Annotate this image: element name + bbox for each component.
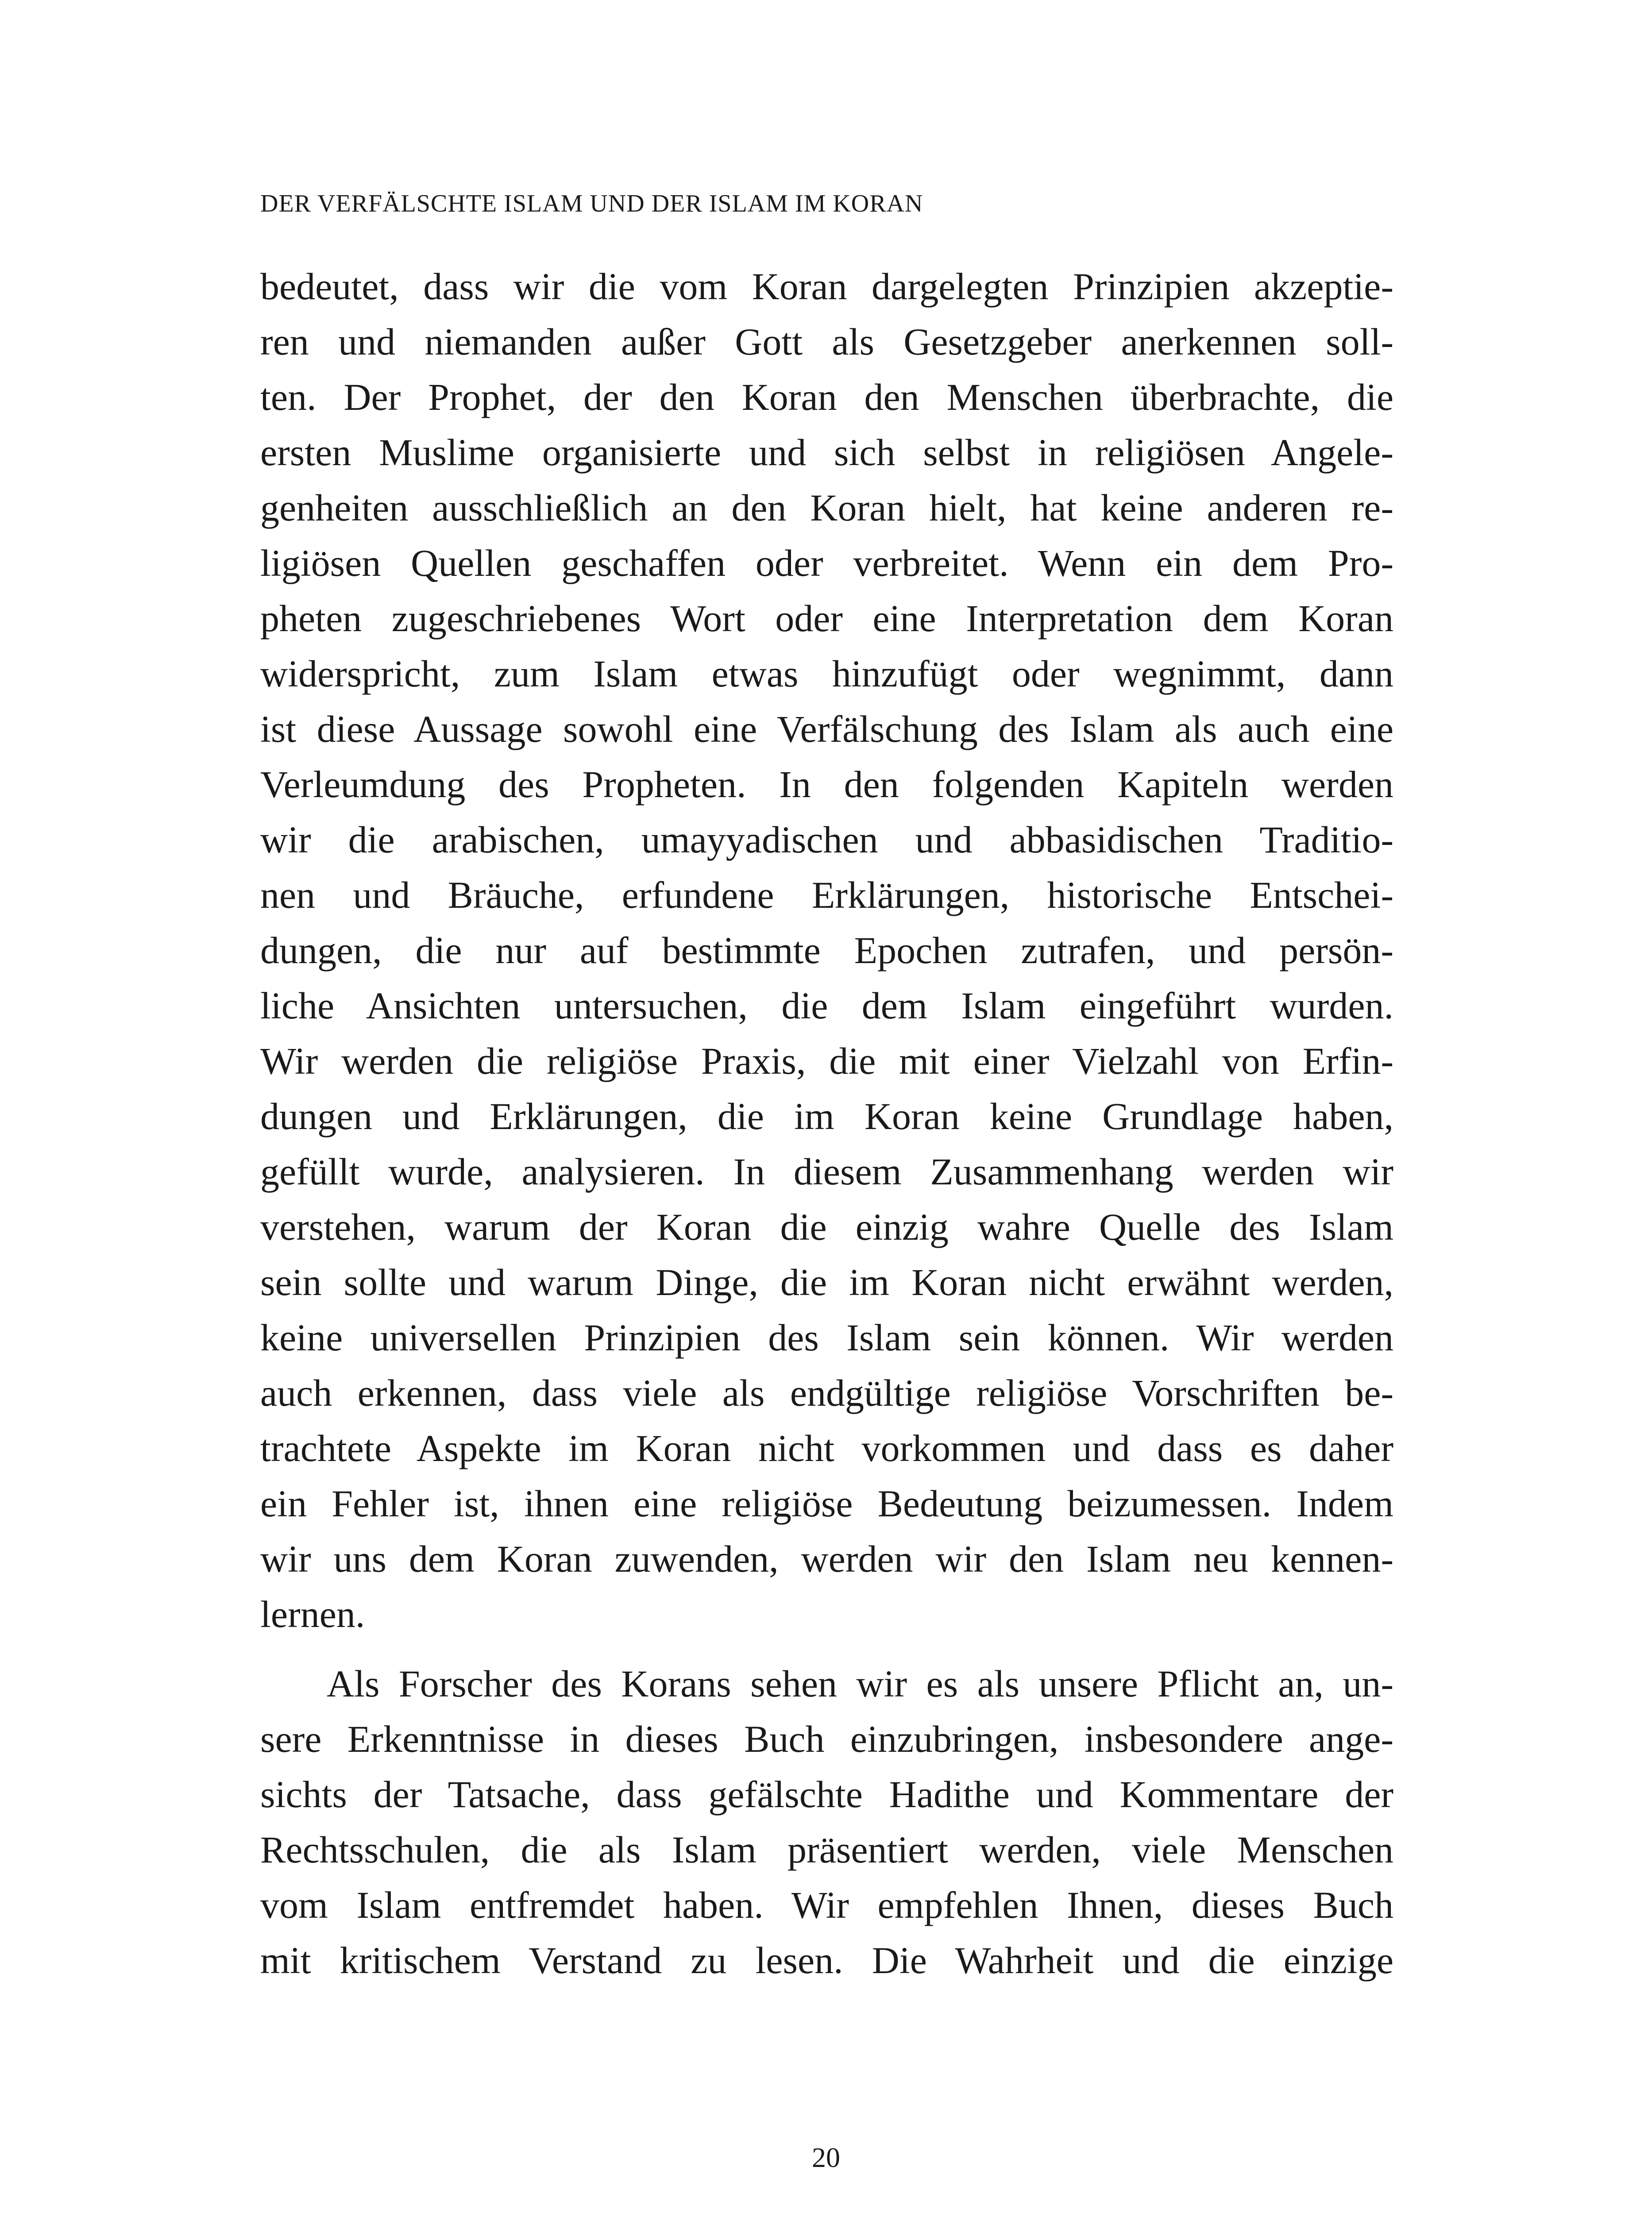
paragraph	[260, 1656, 1393, 1988]
text-line: keine universellen Prinzipien des Islam sein können. Wir werden	[260, 1316, 1393, 1359]
text-line: ligiösen Quellen geschaffen oder verbreitet. Wenn ein dem Pro-	[260, 542, 1393, 584]
text-line: Wir werden die religiöse Praxis, die mit einer Vielzahl von Erfin-	[260, 1040, 1393, 1082]
paragraph	[260, 259, 1393, 1642]
text-line: nen und Bräuche, erfundene Erklärungen, historische Entschei-	[260, 874, 1393, 916]
text-line: ersten Muslime organisierte und sich selbst in religiösen Angele-	[260, 431, 1393, 474]
page-number: 20	[812, 2142, 840, 2173]
text-line: wir uns dem Koran zuwenden, werden wir den Islam neu kennen-	[260, 1538, 1393, 1580]
text-line: ten. Der Prophet, der den Koran den Menschen überbrachte, die	[260, 376, 1393, 418]
text-line: pheten zugeschriebenes Wort oder eine Interpretation dem Koran	[260, 597, 1393, 640]
text-line: sere Erkenntnisse in dieses Buch einzubringen, insbesondere ange-	[260, 1718, 1393, 1760]
text-line: vom Islam entfremdet haben. Wir empfehlen Ihnen, dieses Buch	[260, 1884, 1393, 1926]
text-line: trachtete Aspekte im Koran nicht vorkommen und dass es daher	[260, 1427, 1393, 1469]
text-line: auch erkennen, dass viele als endgültige religiöse Vorschriften be-	[260, 1372, 1393, 1414]
text-line: gefüllt wurde, analysieren. In diesem Zusammenhang werden wir	[260, 1150, 1393, 1193]
body-text	[260, 259, 1393, 1988]
text-line: ein Fehler ist, ihnen eine religiöse Bedeutung beizumessen. Indem	[260, 1482, 1393, 1525]
text-line: Verleumdung des Propheten. In den folgenden Kapiteln werden	[260, 763, 1393, 806]
paragraph-gap	[260, 1642, 1393, 1656]
text-line: dungen, die nur auf bestimmte Epochen zutrafen, und persön-	[260, 929, 1393, 972]
text-line: liche Ansichten untersuchen, die dem Islam eingeführt wurden.	[260, 984, 1393, 1027]
text-line: genheiten ausschließlich an den Koran hielt, hat keine anderen re-	[260, 486, 1393, 529]
text-line: Als Forscher des Korans sehen wir es als unsere Pflicht an, un-	[327, 1662, 1393, 1705]
text-line: lernen.	[260, 1593, 365, 1635]
text-line: dungen und Erklärungen, die im Koran keine Grundlage haben,	[260, 1095, 1393, 1137]
text-line: sein sollte und warum Dinge, die im Koran nicht erwähnt werden,	[260, 1261, 1393, 1303]
text-line: widerspricht, zum Islam etwas hinzufügt oder wegnimmt, dann	[260, 652, 1393, 695]
running-header: DER VERFÄLSCHTE ISLAM UND DER ISLAM IM KORAN	[260, 190, 923, 217]
text-line: mit kritischem Verstand zu lesen. Die Wahrheit und die einzige	[260, 1939, 1393, 1982]
text-line: sichts der Tatsache, dass gefälschte Hadithe und Kommentare der	[260, 1773, 1393, 1816]
text-line: ren und niemanden außer Gott als Gesetzgeber anerkennen soll-	[260, 320, 1393, 363]
text-line: ist diese Aussage sowohl eine Verfälschung des Islam als auch eine	[260, 708, 1393, 750]
text-line: wir die arabischen, umayyadischen und abbasidischen Traditio-	[260, 818, 1393, 861]
text-line: verstehen, warum der Koran die einzig wahre Quelle des Islam	[260, 1206, 1393, 1248]
text-line: bedeutet, dass wir die vom Koran dargelegten Prinzipien akzeptie-	[260, 265, 1393, 308]
text-line: Rechtsschulen, die als Islam präsentiert werden, viele Menschen	[260, 1828, 1393, 1871]
